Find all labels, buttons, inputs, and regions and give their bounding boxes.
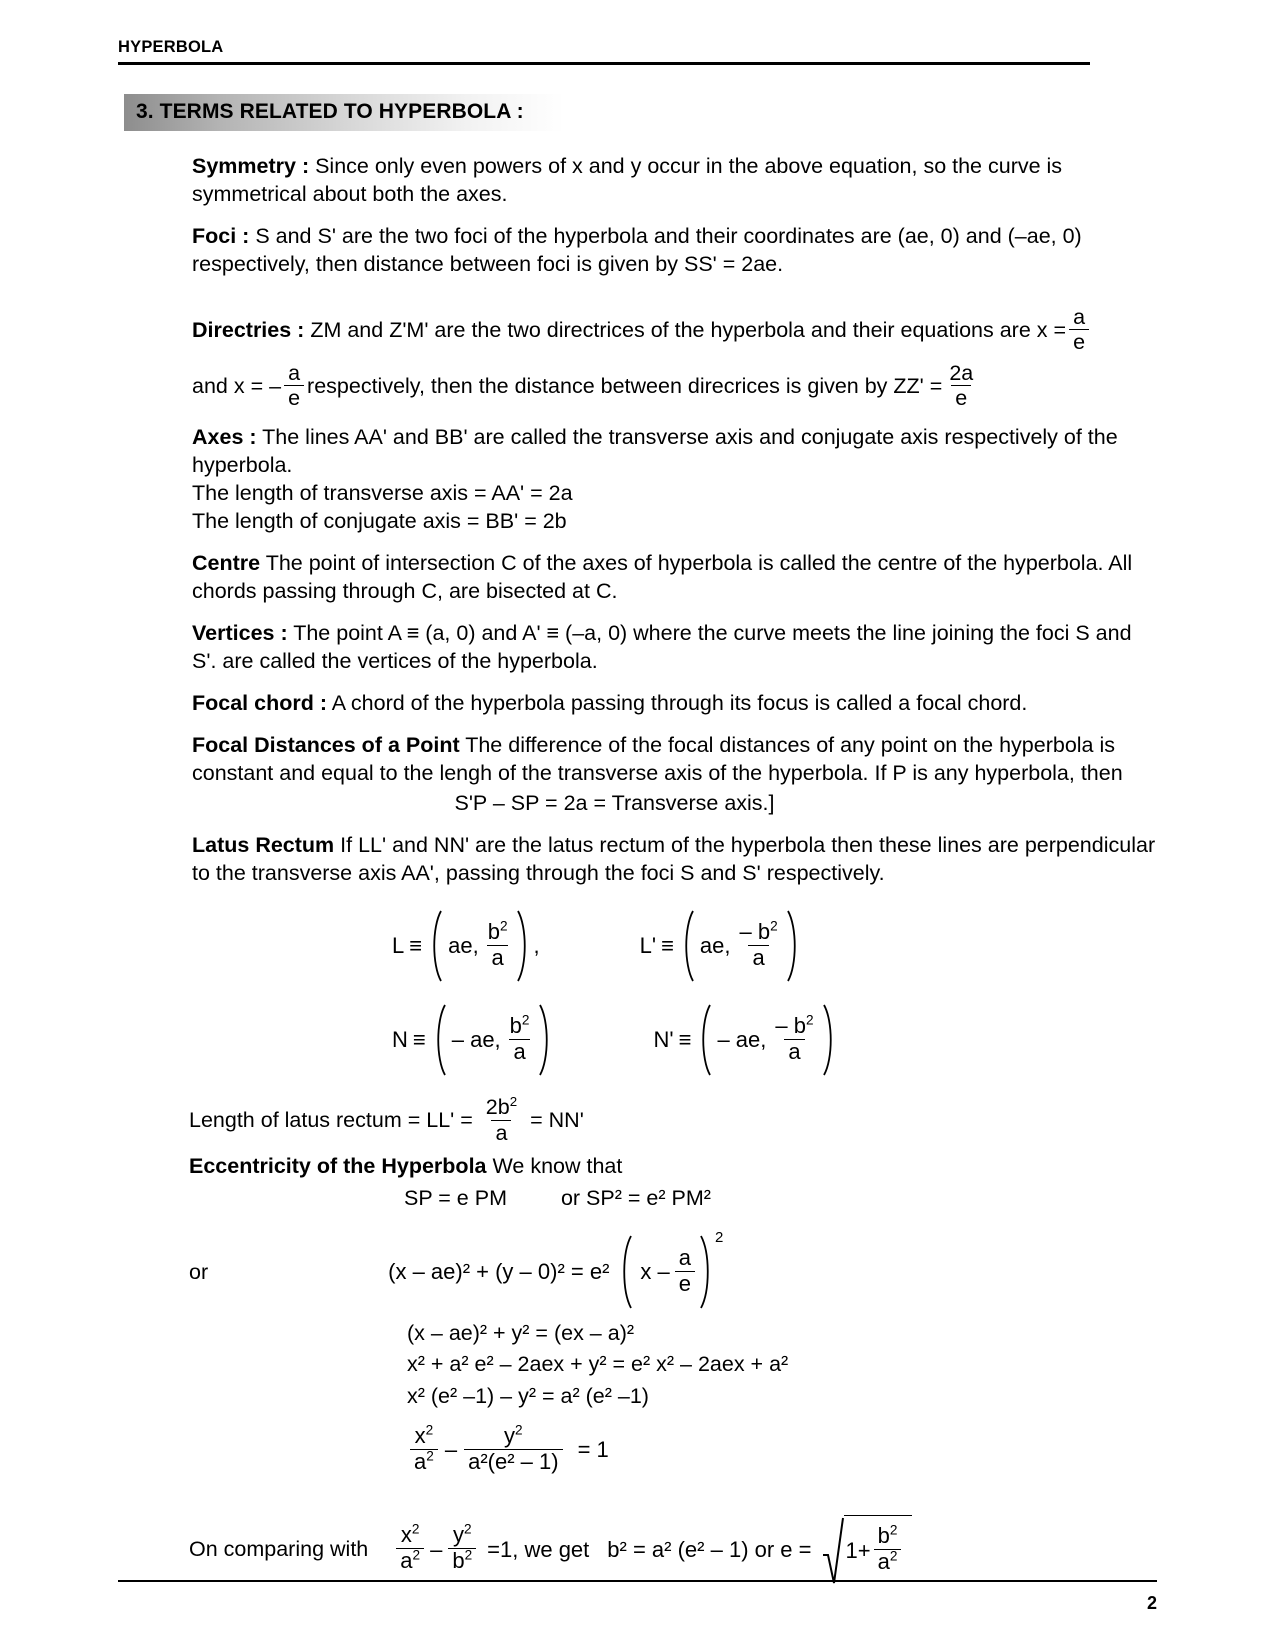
fraction-numerator: a xyxy=(288,360,301,385)
term-eccentricity-label: Eccentricity of the Hyperbola xyxy=(189,1154,487,1179)
spacer xyxy=(192,901,1157,909)
fraction-numerator xyxy=(874,1522,902,1549)
term-latus-rectum xyxy=(192,832,1157,888)
term-foci-text: S and S' are the two foci of the hyperbola and their coordinates are (ae, 0) and (–ae, 0) respectively, then distance between foci is given by SS' = 2ae. xyxy=(192,224,1082,276)
denominator-base: a xyxy=(414,1448,427,1474)
fraction-x2-over-a2 xyxy=(410,1422,438,1474)
fraction-x2-over-a2-compare xyxy=(396,1521,424,1574)
term-axes-label: Axes : xyxy=(192,425,257,450)
eccentricity-eq1-row xyxy=(189,1229,1157,1310)
latus-rectum-length xyxy=(189,1094,1157,1145)
term-focal-chord-label: Focal chord : xyxy=(192,690,327,715)
fraction-denominator: e xyxy=(1069,329,1089,353)
term-axes-text: The lines AA' and BB' are called the transverse axis and conjugate axis respectively of the hyperbola. xyxy=(192,425,1118,478)
radicand xyxy=(844,1515,913,1585)
open-paren-icon xyxy=(431,1003,448,1077)
term-eccentricity xyxy=(189,1153,1157,1181)
spacer xyxy=(192,1495,1157,1515)
term-vertices-label: Vertices : xyxy=(192,620,288,645)
fraction-a-over-e-1 xyxy=(1069,306,1089,354)
point-Np-name: N' xyxy=(653,1027,674,1053)
term-vertices xyxy=(192,620,1157,676)
numerator-base: – b xyxy=(775,1013,806,1039)
latus-length-prefix: Length of latus rectum = LL' = xyxy=(189,1108,473,1133)
running-head-rule xyxy=(118,62,1090,65)
eccentricity-sp-line xyxy=(192,1183,1157,1214)
term-symmetry-label: Symmetry : xyxy=(192,154,310,179)
fraction-numerator xyxy=(484,918,512,945)
denominator-exponent: 2 xyxy=(464,1547,473,1563)
numerator-base: y xyxy=(452,1522,464,1548)
term-latus-rectum-label: Latus Rectum xyxy=(192,832,335,857)
numerator-base: – b xyxy=(739,919,771,945)
square-root-expression xyxy=(822,1515,913,1585)
fraction-denominator: a²(e² – 1) xyxy=(464,1449,562,1474)
fraction-numerator: a xyxy=(1073,304,1086,329)
numerator-exponent: 2 xyxy=(463,1521,472,1537)
fraction-denominator: e xyxy=(284,385,304,409)
term-directrices-text1: ZM and Z'M' are the two directrices of the hyperbola and their equations are x = xyxy=(310,317,1067,342)
term-centre-text: The point of intersection C of the axes of hyperbola is called the centre of the hyperbola. All chords passing through C, are bisected at C. xyxy=(192,551,1133,604)
term-directrices-text2: and x = – xyxy=(192,373,282,398)
compare-label: On comparing with xyxy=(189,1537,369,1562)
open-paren-icon xyxy=(617,1234,634,1310)
denominator-base: a xyxy=(400,1548,413,1574)
point-Lp-x: ae, xyxy=(699,933,731,959)
denominator-exponent: 2 xyxy=(889,1548,898,1564)
fraction-denominator: a xyxy=(487,945,507,970)
point-N xyxy=(392,1003,554,1077)
focal-distance-equation-text: S'P – SP = 2a = Transverse axis.] xyxy=(454,790,775,815)
denominator-exponent: 2 xyxy=(412,1547,421,1563)
term-focal-chord-text: A chord of the hyperbola passing through its focus is called a focal chord. xyxy=(331,690,1028,715)
numerator-exponent: 2 xyxy=(805,1012,814,1028)
term-directrices-line1 xyxy=(192,304,1157,355)
term-foci-label: Foci : xyxy=(192,224,250,249)
compare-tail: =1, we get xyxy=(487,1536,590,1562)
numerator-base: x xyxy=(400,1522,412,1548)
compare-row xyxy=(189,1515,1157,1585)
close-paren-icon xyxy=(698,1234,715,1310)
point-Np-x: – ae, xyxy=(717,1027,767,1053)
numerator-exponent: 2 xyxy=(425,1422,434,1438)
term-eccentricity-text: We know that xyxy=(492,1154,623,1179)
spacer xyxy=(192,1310,1157,1318)
fraction-a-over-e-3 xyxy=(675,1244,695,1296)
eccentricity-eq4: x² (e² –1) – y² = a² (e² –1) xyxy=(407,1383,649,1408)
term-centre xyxy=(192,550,1157,606)
fraction-2a-over-e xyxy=(945,362,977,410)
eccentricity-eq5 xyxy=(192,1422,1157,1475)
fraction-b2-over-a xyxy=(484,918,512,970)
term-directrices-text3: respectively, then the distance between direcrices is given by ZZ' = xyxy=(307,373,943,398)
eq5-minus: – xyxy=(444,1437,458,1463)
term-symmetry xyxy=(192,153,1157,209)
running-head-title: HYPERBOLA xyxy=(118,38,224,56)
term-focal-chord xyxy=(192,690,1157,718)
eq1-paren-group: x – $\frac{a}{e}$ 2 xyxy=(617,1234,723,1310)
sqrt-lead: 1+ xyxy=(845,1537,871,1563)
numerator-exponent: 2 xyxy=(770,918,778,934)
latus-point-row-L xyxy=(192,909,1157,983)
latus-length-suffix: = NN' xyxy=(530,1108,584,1133)
running-head xyxy=(118,38,1157,65)
compare-minus: – xyxy=(430,1536,443,1562)
spacer xyxy=(192,1145,1157,1153)
fraction-numerator xyxy=(411,1422,438,1449)
fraction-a-over-e-2 xyxy=(284,362,304,410)
fraction-denominator: a xyxy=(509,1039,529,1064)
point-N-prime xyxy=(654,1003,838,1077)
section-banner-wrapper xyxy=(118,94,1157,131)
numerator-base: 2b xyxy=(485,1095,510,1120)
term-directrices-line2 xyxy=(192,360,1157,411)
open-paren-icon xyxy=(696,1003,713,1077)
fraction-numerator xyxy=(500,1422,527,1449)
close-paren-icon xyxy=(821,1003,838,1077)
close-paren-icon xyxy=(537,1003,554,1077)
fraction-numerator xyxy=(736,918,782,945)
latus-point-row-N xyxy=(192,1003,1157,1077)
term-axes-line2: The length of transverse axis = AA' = 2a xyxy=(192,481,573,506)
numerator-base: b xyxy=(509,1013,522,1039)
point-Np-rel: ≡ xyxy=(678,1027,692,1053)
point-Lp-rel: ≡ xyxy=(661,933,674,959)
denominator-exponent: 2 xyxy=(426,1448,434,1464)
term-latus-rectum-text: If LL' and NN' are the latus rectum of the hyperbola then these lines are perpendicular to the transverse axis AA', passing through the foci S and S' respectively. xyxy=(192,832,1156,885)
term-focal-distances-label: Focal Distances of a Point xyxy=(192,732,460,757)
fraction-denominator xyxy=(874,1549,902,1574)
spacer xyxy=(192,1214,1157,1234)
point-N-x: – ae, xyxy=(451,1027,501,1053)
fraction-numerator xyxy=(449,1521,476,1548)
fraction-b2-over-a2-sqrt xyxy=(874,1522,902,1575)
fraction-y2-over-b2-compare xyxy=(448,1521,476,1574)
fraction-numerator xyxy=(506,1012,534,1039)
point-L-rel: ≡ xyxy=(409,933,423,959)
term-directrices-label: Directries : xyxy=(192,317,305,342)
numerator-base: x xyxy=(414,1422,426,1448)
fraction-denominator: a xyxy=(491,1120,511,1144)
fraction-neg-b2-over-a xyxy=(771,1012,817,1064)
fraction-denominator xyxy=(410,1449,438,1474)
term-axes-line3: The length of conjugate axis = BB' = 2b xyxy=(192,509,567,534)
point-N-name: N xyxy=(392,1027,408,1053)
numerator-base: y xyxy=(504,1422,516,1448)
eccentricity-eq3: x² + a² e² – 2aex + y² = e² x² – 2aex + a² xyxy=(407,1352,789,1377)
fraction-neg-b2-over-a xyxy=(736,918,782,970)
close-paren-icon xyxy=(785,909,802,983)
numerator-exponent: 2 xyxy=(521,1012,530,1028)
term-foci xyxy=(192,223,1157,279)
point-L-name: L xyxy=(392,933,405,959)
term-focal-distances-text: The difference of the focal distances of any point on the hyperbola is constant and equal to the lengh of the transverse axis of the hyperbola. If P is any hyperbola, then xyxy=(192,732,1123,785)
point-N-rel: ≡ xyxy=(412,1027,426,1053)
spacer xyxy=(192,1077,1157,1097)
fraction-denominator: e xyxy=(675,1271,695,1296)
eccentricity-eq1 xyxy=(388,1229,724,1310)
fraction-denominator xyxy=(396,1548,424,1573)
document-body xyxy=(118,153,1157,1584)
focal-distance-equation xyxy=(192,790,1157,818)
radical-sign-icon xyxy=(822,1515,844,1585)
fraction-numerator xyxy=(482,1096,521,1119)
numerator-exponent: 2 xyxy=(411,1521,420,1537)
point-Lp-name: L' xyxy=(639,933,657,959)
point-L xyxy=(392,909,540,983)
term-symmetry-text: Since only even powers of x and y occur in the above equation, so the curve is symmetrical about both the axes. xyxy=(192,154,1063,207)
point-L-trail: , xyxy=(533,933,540,959)
fraction-denominator xyxy=(448,1548,476,1573)
point-L-prime xyxy=(640,909,802,983)
open-paren-icon xyxy=(679,909,696,983)
or-label: or xyxy=(189,1259,209,1284)
fraction-denominator: a xyxy=(748,945,768,970)
fraction-numerator: 2a xyxy=(949,360,974,385)
page-number: 2 xyxy=(1146,1593,1157,1613)
eccentricity-eq2: (x – ae)² + y² = (ex – a)² xyxy=(407,1321,635,1346)
numerator-base: b xyxy=(487,919,500,945)
eq1-left: (x – ae)² + (y – 0)² = e² xyxy=(388,1259,610,1285)
open-paren-icon xyxy=(427,909,444,983)
fraction-denominator: a xyxy=(784,1039,804,1064)
fraction-numerator: a xyxy=(678,1244,692,1270)
section-banner-title: 3. TERMS RELATED TO HYPERBOLA : xyxy=(124,94,564,131)
term-centre-label: Centre xyxy=(192,551,261,576)
term-vertices-text: The point A ≡ (a, 0) and A' ≡ (–a, 0) where the curve meets the line joining the foci S and S'. are called the vertices of the hyperbola. xyxy=(192,620,1132,673)
fraction-2b2-over-a xyxy=(482,1096,521,1144)
point-L-x: ae, xyxy=(448,933,479,959)
numerator-exponent: 2 xyxy=(499,918,508,934)
spacer xyxy=(192,293,1157,307)
spacer xyxy=(192,1412,1157,1426)
denominator-base: b xyxy=(452,1548,465,1574)
numerator-exponent: 2 xyxy=(509,1094,518,1110)
close-paren-icon xyxy=(515,909,532,983)
numerator-exponent: 2 xyxy=(889,1522,898,1538)
denominator-base: a xyxy=(877,1549,890,1575)
numerator-exponent: 2 xyxy=(515,1422,523,1438)
compare-result: b² = a² (e² – 1) or e = xyxy=(607,1536,812,1562)
fraction-b2-over-a xyxy=(506,1012,534,1064)
fraction-numerator xyxy=(397,1521,424,1548)
eq1-paren-var: x – xyxy=(640,1259,670,1285)
eq-sp: SP = e PM xyxy=(404,1186,507,1211)
term-axes xyxy=(192,424,1157,480)
fraction-y2-over-a2e2-1 xyxy=(464,1422,562,1474)
numerator-base: b xyxy=(877,1523,890,1549)
eq-sp-squared: or SP² = e² PM² xyxy=(560,1186,711,1211)
fraction-numerator xyxy=(771,1012,817,1039)
footer-rule xyxy=(118,1580,1157,1582)
eq5-equals: = 1 xyxy=(577,1437,609,1463)
spacer xyxy=(192,983,1157,1003)
term-focal-distances xyxy=(192,732,1157,788)
spacer xyxy=(192,1475,1157,1495)
fraction-denominator: e xyxy=(951,385,971,409)
